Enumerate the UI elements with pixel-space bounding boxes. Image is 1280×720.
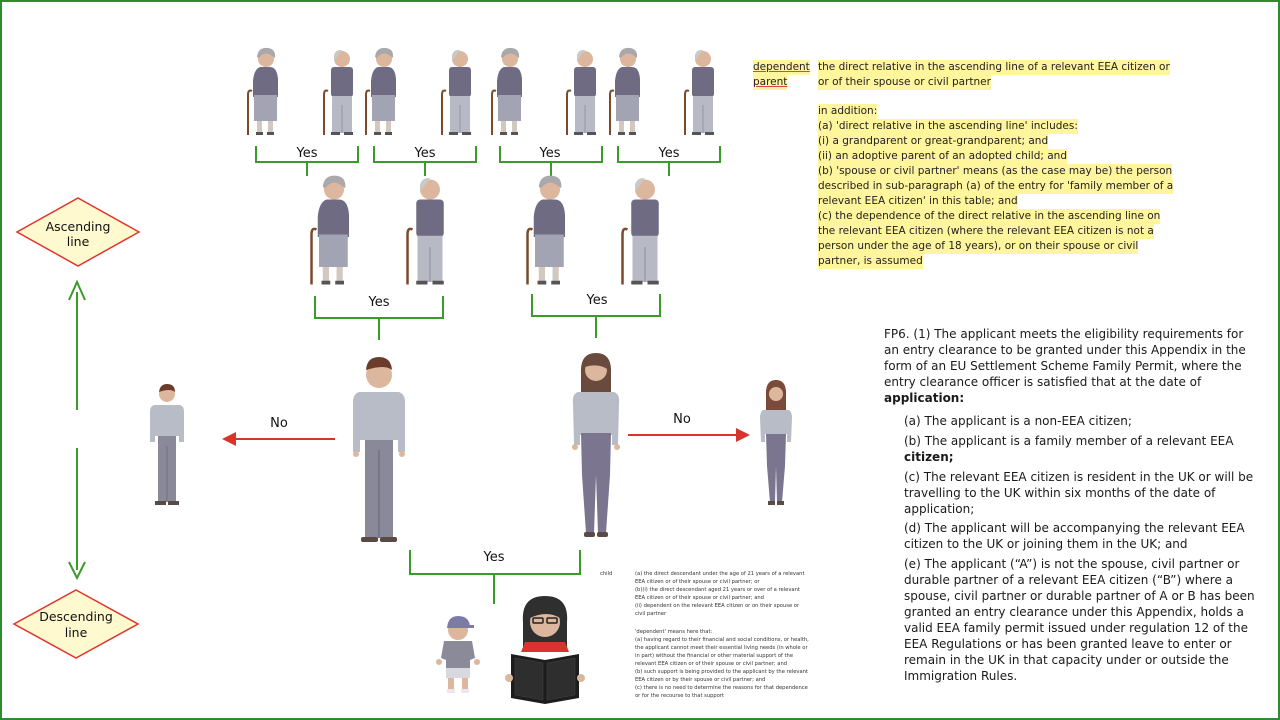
child-def-line: the applicant cannot meet their essential living needs (in whole or: [635, 645, 808, 651]
great-grandfather-1: [324, 50, 353, 135]
grandmother-2: [528, 176, 566, 285]
descending-label-line2: line: [64, 625, 88, 640]
no-arrow-left: [222, 432, 335, 446]
yes-connectors-row2: [315, 294, 660, 340]
fp6-item-d: (d) The applicant will be accompanying the relevant EEA: [904, 521, 1245, 535]
child-def-line: relevant EEA citizen or of their spouse or civil partner; and: [635, 661, 788, 667]
yes-label: Yes: [296, 146, 318, 161]
sibling-boy: [150, 384, 184, 505]
definition-line: (a) 'direct relative in the ascending line' includes:: [818, 120, 1078, 132]
fp6-intro-line: FP6. (1) The applicant meets the eligibility requirements for: [884, 327, 1244, 341]
child-def-line: (c) there is no need to determine the reasons for that dependence: [635, 685, 808, 691]
definition-line: described in sub-paragraph (a) of the entry for 'family member of a: [818, 180, 1174, 192]
descending-label-line1: Descending: [39, 609, 113, 624]
fp6-item-e: granted an entry clearance under this Appendix, holds a: [904, 605, 1244, 619]
child-def-line: in part) without the financial or other material support of the: [635, 653, 794, 659]
no-arrow-right: [628, 428, 750, 442]
yes-label: Yes: [586, 293, 608, 308]
definition-line: in addition:: [818, 105, 878, 117]
yes-connectors-row1: [256, 146, 720, 176]
child-def-line: (a) having regard to their financial and social conditions, or health,: [635, 637, 809, 643]
yes-label: Yes: [368, 295, 390, 310]
fp6-item-e: Immigration Rules.: [904, 669, 1018, 683]
great-grandmother-2: [366, 48, 396, 135]
child-def-line: or for the recourse to that support: [635, 693, 725, 699]
sibling-girl: [760, 380, 792, 505]
great-grandmother-3: [492, 48, 522, 135]
fp6-intro-line: an entry clearance to be granted under this Appendix in the: [884, 343, 1246, 357]
yes-label: Yes: [414, 146, 436, 161]
fp6-item-e: durable partner of a relevant EEA citizen (“B”) where a: [904, 573, 1234, 587]
definition-line: person under the age of 18 years), or on their spouse or civil: [818, 240, 1139, 252]
ascending-label-line1: Ascending: [45, 219, 111, 234]
definition-line: (c) the dependence of the direct relative in the ascending line on: [818, 210, 1161, 222]
child-boy: [436, 616, 480, 693]
fp6-item-e: EEA Regulations or has been granted leave to enter or: [904, 637, 1232, 651]
fp6-intro-line: form of an EU Settlement Scheme Family Permit, where the: [884, 359, 1242, 373]
child-def-line: (a) the direct descendant under the age of 21 years of a relevant: [635, 571, 805, 577]
great-grandmother-1: [248, 48, 278, 135]
yes-label: Yes: [483, 550, 505, 565]
fp6-item-e: (e) The applicant (“A”) is not the spouse, civil partner or: [904, 557, 1240, 571]
fp6-item-b: (b) The applicant is a family member of a relevant EEA: [904, 434, 1234, 448]
child-def-line: EEA citizen or of their spouse or civil partner; and: [635, 595, 764, 601]
yes-label: Yes: [539, 146, 561, 161]
ascending-arrow: [69, 282, 85, 410]
term-line: dependent: [753, 61, 810, 73]
child-def-line: (b) such support is being provided to the applicant by the relevant: [635, 669, 808, 675]
fp6-item-a: (a) The applicant is a non-EEA citizen;: [904, 414, 1132, 428]
definition-line: (b) 'spouse or civil partner' means (as the case may be) the person: [818, 165, 1173, 177]
definition-line: relevant EEA citizen' in this table; and: [818, 195, 1018, 207]
fp6-item-c: application;: [904, 502, 975, 516]
yes-label: Yes: [658, 146, 680, 161]
great-grandfather-3: [567, 50, 596, 135]
grandfather-1: [408, 178, 444, 284]
fp6-item-b: citizen;: [904, 450, 954, 464]
descending-arrow: [69, 448, 85, 578]
great-grandfather-2: [442, 50, 471, 135]
great-grandmother-4: [610, 48, 640, 135]
definition-line: the relevant EEA citizen (where the relevant EEA citizen is not a: [818, 225, 1154, 237]
great-grandfather-4: [685, 50, 714, 135]
fp6-intro-line: application:: [884, 391, 965, 405]
fp6-item-e: spouse, civil partner or durable partner of A or B has been: [904, 589, 1255, 603]
fp6-item-e: valid EEA family permit issued under regulation 12 of the: [904, 621, 1248, 635]
child-def-line: (ii) dependent on the relevant EEA citizen or on their spouse or: [635, 603, 800, 609]
no-label: No: [270, 416, 288, 431]
fp6-item-c: travelling to the UK within six months of the date of: [904, 486, 1216, 500]
definition-line: partner, is assumed: [818, 255, 923, 267]
grandmother-1: [312, 176, 350, 285]
ascending-label-line2: line: [66, 234, 90, 249]
grandfather-2: [623, 178, 659, 284]
child-reading-woman: [505, 596, 585, 704]
child-def-line: (b)(i) the direct descendant aged 21 years or over of a relevant: [635, 587, 800, 593]
no-label: No: [673, 412, 691, 427]
fp6-item-c: (c) The relevant EEA citizen is resident in the UK or will be: [904, 470, 1254, 484]
definition-line: (ii) an adoptive parent of an adopted child; and: [818, 150, 1067, 162]
father: [353, 357, 405, 542]
definition-line: (i) a grandparent or great-grandparent; and: [818, 135, 1049, 147]
mother: [572, 353, 620, 537]
definition-line: the direct relative in the ascending line of a relevant EEA citizen or: [818, 61, 1170, 73]
child-def-line: civil partner: [635, 611, 667, 617]
fp6-item-d: citizen to the UK or joining them in the UK; and: [904, 537, 1188, 551]
child-def-line: 'dependent' means here that:: [635, 629, 713, 635]
child-def-line: EEA citizen or by their spouse or civil partner; and: [635, 677, 766, 683]
child-def-line: EEA citizen or of their spouse or civil partner; or: [635, 579, 760, 585]
child-term: child: [600, 571, 613, 577]
fp6-item-e: remain in the UK in that capacity under or outside the: [904, 653, 1229, 667]
fp6-intro-line: entry clearance officer is satisfied that at the date of: [884, 375, 1202, 389]
definition-line: or of their spouse or civil partner: [818, 76, 991, 88]
descending-line-diamond: [14, 590, 138, 658]
term-line: parent: [753, 76, 788, 88]
